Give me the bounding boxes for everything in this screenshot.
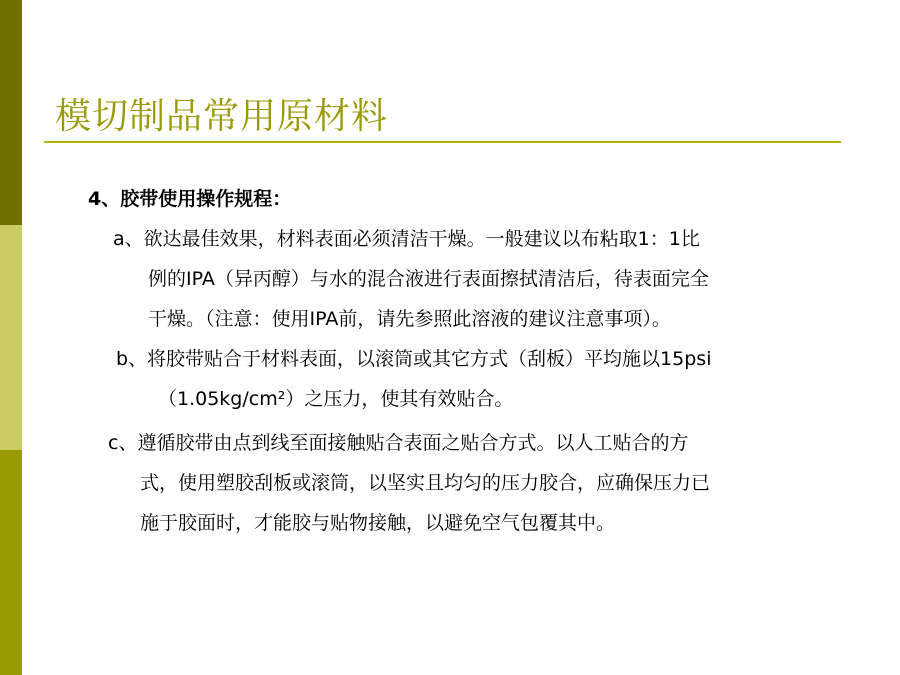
section-heading: 4、胶带使用操作规程： [88,188,292,210]
side-bar-bottom [0,450,22,675]
paragraph-a-line-1: a、欲达最佳效果，材料表面必须清洁干燥。一般建议以布粘取1：1比 [113,228,700,250]
slide-title: 模切制品常用原材料 [55,96,389,137]
paragraph-c-line-2: 式，使用塑胶刮板或滚筒，以坚实且均匀的压力胶合，应确保压力已 [140,472,711,494]
side-bar-middle [0,225,22,450]
title-divider [44,141,841,143]
paragraph-b-line-1: b、将胶带贴合于材料表面，以滚筒或其它方式（刮板）平均施以15psi [116,348,712,370]
paragraph-c-line-3: 施于胶面时，才能胶与贴物接触，以避免空气包覆其中。 [140,512,616,534]
paragraph-a-line-3: 干燥。（注意：使用IPA前，请先参照此溶液的建议注意事项）。 [148,308,671,330]
paragraph-a-line-2: 例的IPA（异丙醇）与水的混合液进行表面擦拭清洁后，待表面完全 [148,268,709,290]
side-bar-top [0,0,22,225]
paragraph-c-line-1: c、遵循胶带由点到线至面接触贴合表面之贴合方式。以人工贴合的方 [108,432,689,454]
paragraph-b-line-2: （1.05kg/cm²）之压力，使其有效贴合。 [158,388,514,410]
